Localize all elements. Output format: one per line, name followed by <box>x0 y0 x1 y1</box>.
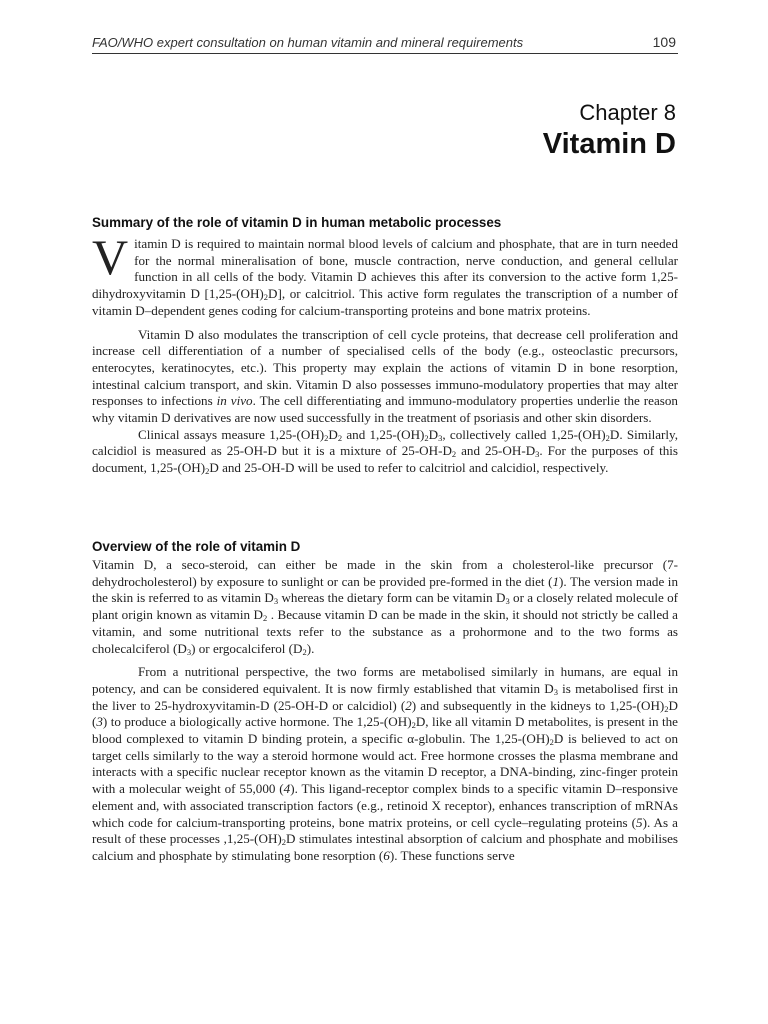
chapter-label: Chapter 8 <box>579 100 676 125</box>
paragraph: Vitamin D is required to maintain normal blood levels of calcium and phosphate, that are in turn needed for the normal mineralisation of bone, muscle contraction, nerve conduction, and general cellular function in all cells of the body. Vitamin D achieves this after its conversion to the active form 1,25-dihydroxyvitamin D $[1,25-(OH)_2D]$, or calcitriol. This active form regulates the transcription of a number of vitamin D–dependent genes coding for calcium-transporting proteins and bone matrix proteins. <box>92 229 678 318</box>
running-title: FAO/WHO expert consultation on human vitamin and mineral requirements <box>92 35 524 50</box>
page-number: 109 <box>652 34 676 50</box>
paragraph: Clinical assays measure $1,25-(OH)_2D_2$ and $1,25-(OH)_2D_3$, collectively called $1,25-(OH)_2D$. Similarly, calcidiol is measured as 25-OH-D but it is a mixture of $25-OH-D_2$ and $25-OH-D_3$. For the purposes of this document, $1,25-(OH)_2D$ and 25-OH-D will be used to refer to calcitriol and calcidiol, respectively. <box>92 426 679 477</box>
chapter-title: Vitamin D <box>542 128 676 160</box>
section-heading-summary: Summary of the role of vitamin D in human metabolic processes <box>92 215 502 230</box>
section-body-summary <box>92 229 679 477</box>
section-heading-overview: Overview of the role of vitamin D <box>92 539 301 554</box>
paragraph: From a nutritional perspective, the two forms are metabolised similarly in humans, are equal in potency, and can be considered equivalent. It is now firmly established that vitamin $D_3$ is metabolised first in the liver to 25-hydroxyvitamin-D (25-OH-D or calcidiol) (2) and subsequently in the kidneys to $1,25-(OH)_2D$ (3) to produce a biologically active hormone. The $1,25-(OH)_2D$, like all vitamin D metabolites, is present in the blood complexed to vitamin D binding protein, a specific α-globulin. The $1,25-(OH)_2D$ is believed to act on target cells similarly to the way a steroid hormone would act. Free hormone crosses the plasma membrane and interacts with a specific nuclear receptor known as the vitamin D receptor, a DNA-binding, zinc-finger protein with a molecular weight of 55,000 (4). This ligand-receptor complex binds to a specific vitamin D–responsive element and, with associated transcription factors (e.g., retinoid X receptor), enhances transcription of mRNAs which code for calcium-transporting proteins, bone matrix proteins, or cell cycle–regulating proteins (5). As a result of these processes $,1,25-(OH)_2D$ stimulates intestinal absorption of calcium and phosphate and mobilises calcium and phosphate by stimulating bone resorption (6). These functions serve <box>92 664 679 863</box>
paragraph: Vitamin D, a seco-steroid, can either be made in the skin from a cholesterol-like precursor (7-dehydrocholesterol) by exposure to sunlight or can be provided pre-formed in the diet (1). The version made in the skin is referred to as vitamin $D_3$ whereas the dietary form can be vitamin $D_3$ or a closely related molecule of plant origin known as vitamin $D_2$ . Because vitamin D can be made in the skin, it should not strictly be called a vitamin, and some nutritional texts refer to the substance as a prohormone and to the two forms as cholecalciferol $(D_3)$ or ergocalciferol $(D_2)$. <box>92 557 679 657</box>
paragraph: Vitamin D also modulates the transcription of cell cycle proteins, that decrease cell proliferation and increase cell differentiation of a number of specialised cells of the body (e.g., osteoclastic precursors, enterocytes, keratinocytes, etc.). This property may explain the actions of vitamin D in bone resorption, intestinal calcium transport, and skin. Vitamin D also possesses immuno-modulatory properties that may alter responses to infections in vivo. The cell differentiating and immuno-modulatory properties underlie the reason why vitamin D derivatives are now used successfully in the treatment of psoriasis and other skin disorders. <box>92 326 678 426</box>
section-body-overview <box>92 557 678 865</box>
running-header <box>92 33 678 54</box>
drop-cap: V <box>92 229 129 285</box>
